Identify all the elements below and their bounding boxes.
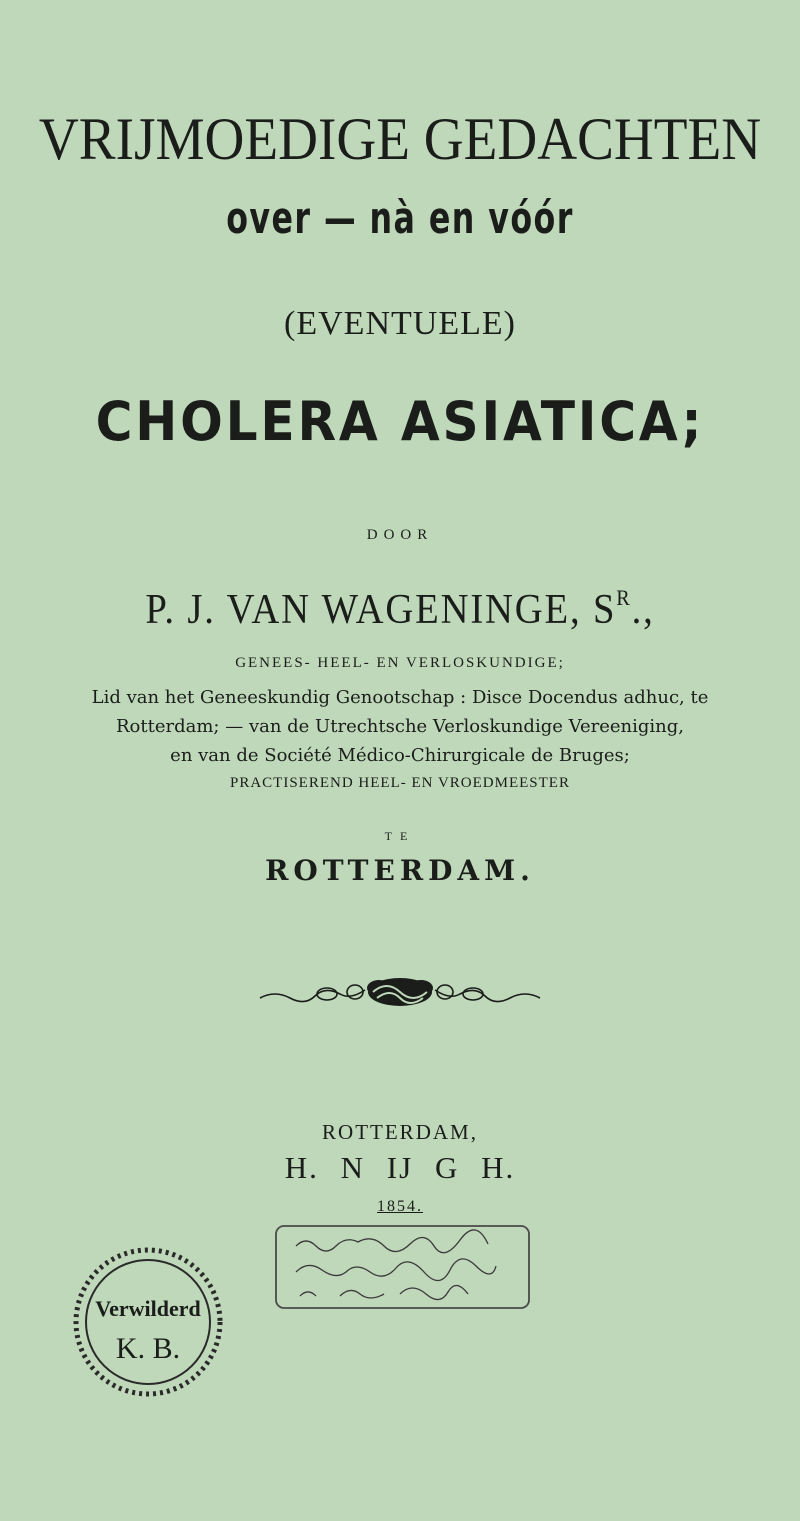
bio-line: Lid van het Geneeskundig Genootschap : Disce Docendus adhuc, te (91, 687, 709, 708)
te-label: TE (384, 829, 416, 843)
author-name-text: P. J. VAN WAGENINGE, S (145, 587, 617, 633)
stamp-top-text: Verwilderd (95, 1296, 201, 1321)
subtitle-cholera: CHOLERA ASIATICA; (95, 390, 705, 453)
stamp-initials: K. B. (115, 1332, 181, 1365)
author-city: ROTTERDAM. (265, 854, 535, 887)
publisher-city: ROTTERDAM, (322, 1120, 478, 1144)
by-label: DOOR (366, 527, 434, 543)
author-practice: PRACTISEREND HEEL- EN VROEDMEESTER (230, 775, 570, 791)
flourish-ornament (255, 968, 545, 1018)
author-profession: GENEES- HEEL- EN VERLOSKUNDIGE; (235, 655, 565, 671)
author-suffix-tail: ., (631, 587, 655, 633)
subtitle-eventuele: (EVENTUELE) (284, 305, 516, 342)
main-title: VRIJMOEDIGE GEDACHTEN (38, 106, 762, 172)
publication-year: 1854. (377, 1198, 423, 1215)
bio-line: en van de Société Médico-Chirurgicale de Bruges; (170, 745, 630, 766)
subtitle-over: over — nà en vóór (226, 193, 574, 244)
author-suffix: R (616, 585, 632, 610)
author-bio (0, 683, 800, 770)
bio-line: Rotterdam; — van de Utrechtsche Verloskundige Vereeniging, (116, 716, 684, 737)
publisher-name: H. N IJ G H. (284, 1150, 516, 1185)
author-name (32, 585, 768, 634)
handwritten-inscription (270, 1220, 535, 1312)
library-stamp (58, 1230, 238, 1415)
